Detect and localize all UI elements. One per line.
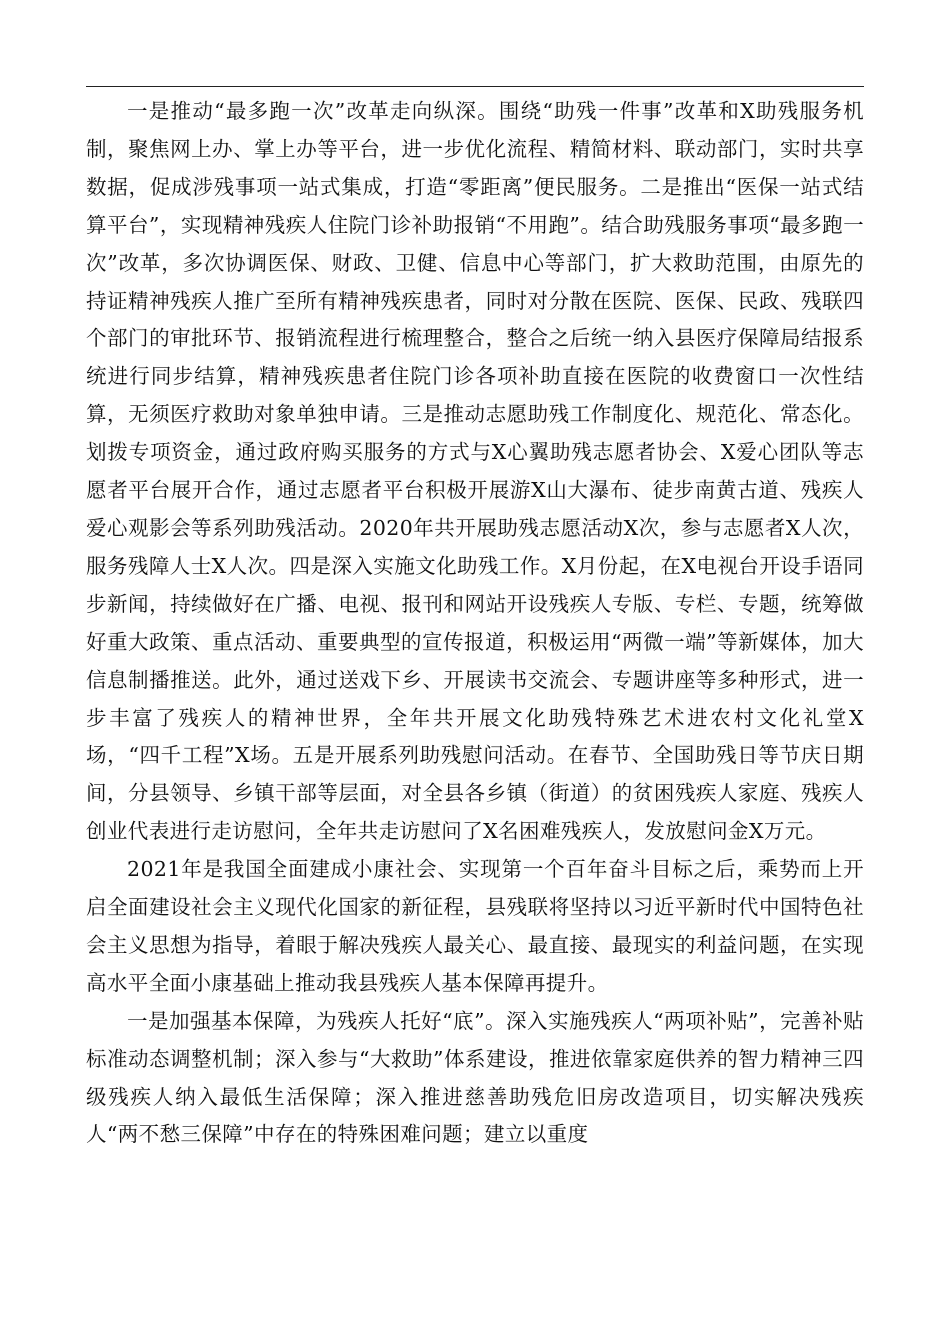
document-page [86, 86, 864, 1154]
paragraph-measures-2020: 一是推动“最多跑一次”改革走向纵深。围绕“助残一件事”改革和X助残服务机制，聚焦网上办、掌上办等平台，进一步优化流程、精简材料、联动部门，实时共享数据，促成涉残事项一站式集成，打造“零距离”便民服务。二是推出“医保一站式结算平台”，实现精神残疾人住院门诊补助报销“不用跑”。结合助残服务事项“最多跑一次”改革，多次协调医保、财政、卫健、信息中心等部门，扩大救助范围，由原先的持证精神残疾人推广至所有精神残疾患者，同时对分散在医院、医保、民政、残联四个部门的审批环节、报销流程进行梳理整合，整合之后统一纳入县医疗保障局结报系统进行同步结算，精神残疾患者住院门诊各项补助直接在医院的收费窗口一次性结算，无须医疗救助对象单独申请。三是推动志愿助残工作制度化、规范化、常态化。划拨专项资金，通过政府购买服务的方式与X心翼助残志愿者协会、X爱心团队等志愿者平台展开合作，通过志愿者平台积极开展游X山大瀑布、徒步南黄古道、残疾人爱心观影会等系列助残活动。2020年共开展助残志愿活动X次，参与志愿者X人次，服务残障人士X人次。四是深入实施文化助残工作。X月份起，在X电视台开设手语同步新闻，持续做好在广播、电视、报刊和网站开设残疾人专版、专栏、专题，统筹做好重大政策、重点活动、重要典型的宣传报道，积极运用“两微一端”等新媒体，加大信息制播推送。此外，通过送戏下乡、开展读书交流会、专题讲座等多种形式，进一步丰富了残疾人的精神世界，全年共开展文化助残特殊艺术进农村文化礼堂X场，“四千工程”X场。五是开展系列助残慰问活动。在春节、全国助残日等节庆日期间，分县领导、乡镇干部等层面，对全县各乡镇（街道）的贫困残疾人家庭、残疾人创业代表进行走访慰问，全年共走访慰问了X名困难残疾人，发放慰问金X万元。 [86, 99, 864, 844]
header-divider [86, 86, 864, 87]
paragraph-basic-guarantee: 一是加强基本保障，为残疾人托好“底”。深入实施残疾人“两项补贴”，完善补贴标准动态调整机制；深入参与“大救助”体系建设，推进依靠家庭供养的智力精神三四级残疾人纳入最低生活保障；深入推进慈善助残危旧房改造项目，切实解决残疾人“两不愁三保障”中存在的特殊困难问题；建立以重度 [86, 1008, 864, 1147]
paragraph-outlook-2021: 2021年是我国全面建成小康社会、实现第一个百年奋斗目标之后，乘势而上开启全面建设社会主义现代化国家的新征程，县残联将坚持以习近平新时代中国特色社会主义思想为指导，着眼于解决残疾人最关心、最直接、最现实的利益问题，在实现高水平全面小康基础上推动我县残疾人基本保障再提升。 [86, 857, 864, 995]
